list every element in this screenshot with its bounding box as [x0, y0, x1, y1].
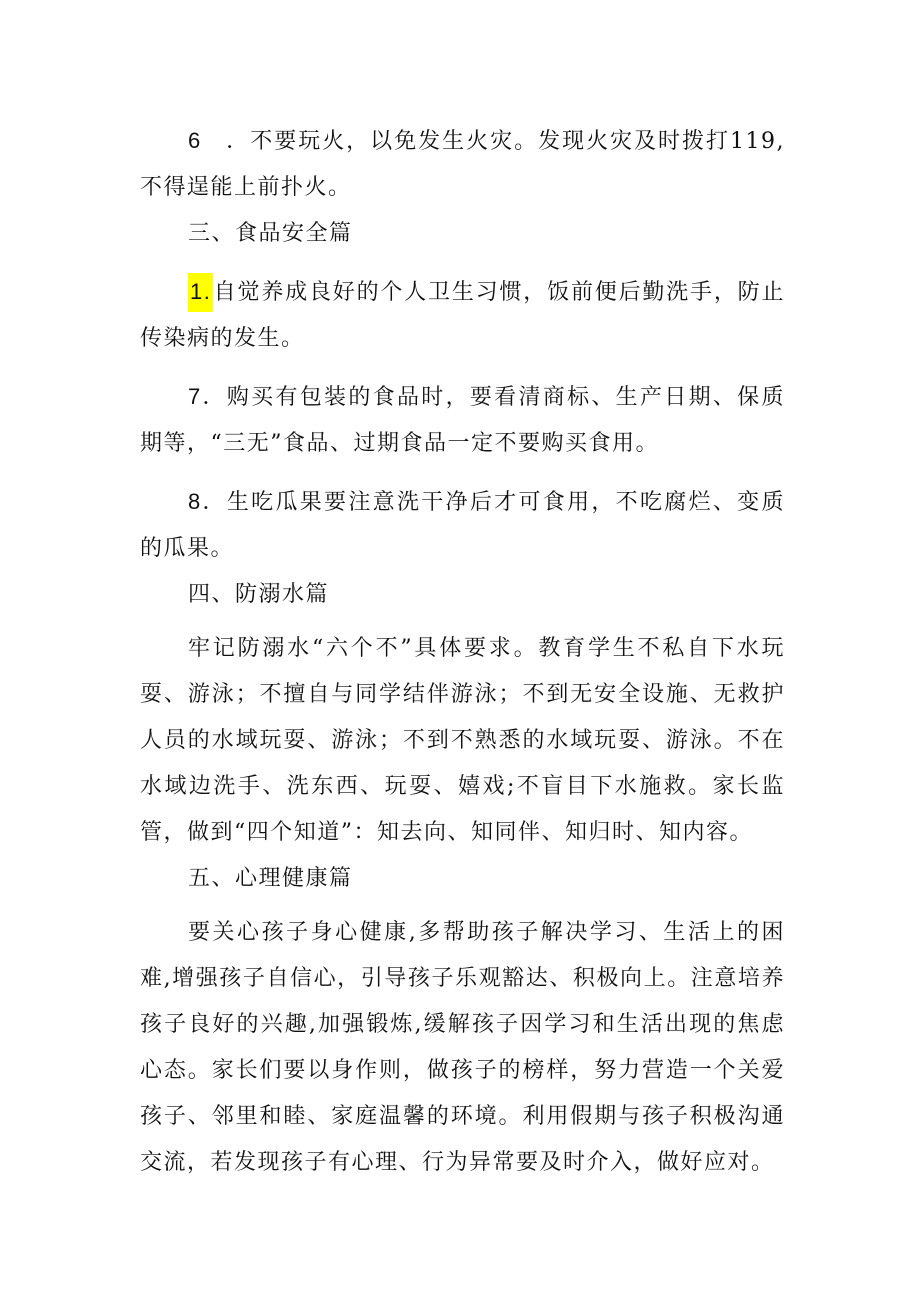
paragraph-mental-health: 要关心孩子身心健康,多帮助孩子解决学习、生活上的困难,增强孩子自信心，引导孩子乐观豁达、积极向上。注意培养孩子良好的兴趣,加强锻炼,缓解孩子因学习和生活出现的焦虑心态。家长们要以身作则，做孩子的榜样，努力营造一个关爱孩子、邻里和睦、家庭温馨的环境。利用假期与孩子积极沟通交流，若发现孩子有心理、行为异常要及时介入，做好应对。	[140, 920, 785, 1175]
item-text: 自觉养成良好的个人卫生习惯，饭前便后勤洗手，防止传染病的发生。	[140, 280, 785, 351]
list-item-7	[140, 374, 785, 467]
section-heading-drowning-prevention: 四、防溺水篇	[188, 582, 330, 607]
paragraph-drowning-prevention: 牢记防溺水“六个不”具体要求。教育学生不私自下水玩耍、游泳；不擅自与同学结伴游泳；不到无安全设施、无救护人员的水域玩耍、游泳；不到不熟悉的水域玩耍、游泳。不在水域边洗手、洗东西、玩耍、嬉戏;不盲目下水施救。家长监管，做到“四个知道”：知去向、知同伴、知归时、知内容。	[140, 636, 785, 845]
item-number: 7	[188, 384, 202, 409]
highlighted-item-number: 1.	[188, 273, 213, 312]
list-item-6	[140, 118, 785, 211]
item-text: ．生吃瓜果要注意洗干净后才可食用，不吃腐烂、变质的瓜果。	[140, 490, 785, 561]
item-text: ．购买有包装的食品时，要看清商标、生产日期、保质期等，“三无”食品、过期食品一定不要购买食用。	[140, 385, 785, 456]
section-heading-food-safety: 三、食品安全篇	[188, 221, 353, 246]
document-body	[140, 118, 785, 1186]
section-heading-mental-health: 五、心理健康篇	[188, 866, 353, 891]
list-item-8	[140, 479, 785, 572]
item-number: 8	[188, 489, 202, 514]
list-item-1	[140, 269, 785, 362]
item-number: 6	[188, 128, 202, 153]
item-text: ．不要玩火，以免发生火灾。发现火灾及时拨打119,不得逞能上前扑火。	[140, 129, 785, 200]
